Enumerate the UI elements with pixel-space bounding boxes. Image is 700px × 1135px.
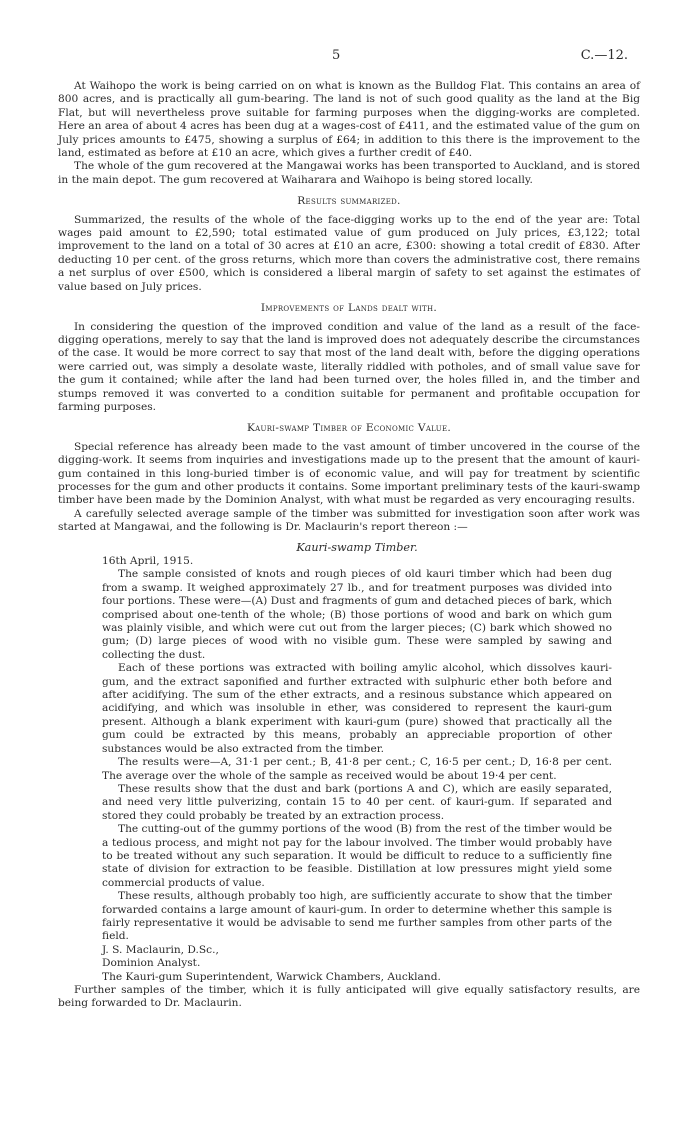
report-title: Kauri-swamp Timber. bbox=[296, 540, 418, 554]
section-heading: Improvements of Lands dealt with. bbox=[260, 302, 438, 315]
report-date: 16th April, 1915. bbox=[102, 555, 194, 567]
report-signature: J. S. Maclaurin, D.Sc., bbox=[102, 943, 219, 956]
report-paragraph: The results were—A, 31·1 per cent.; B, 41·8 per cent.; C, 16·5 per cent.; D, 16·8 per cent. The average over the whole of the sample as received would be about 19·4 per cent. bbox=[102, 756, 612, 782]
closing-paragraph: Further samples of the timber, which it is fully anticipated will give equally satisfactory results, are being forwarded to Dr. Maclaurin. bbox=[58, 984, 640, 1010]
report-paragraph: The cutting-out of the gummy portions of the wood (B) from the rest of the timber would be a tedious process, and might not pay for the labour involved. The timber would probably have to be treated without any such separation. It would be difficult to reduce to a sufficiently fine state of division for extraction to be feasible. Distillation at low pressures might yield some commercial products of value. bbox=[102, 823, 612, 889]
paragraph: In considering the question of the improved condition and value of the land as a result of the face-digging operations, merely to say that the land is improved does not adequately describe the circumstances of the case. It would be more correct to say that most of the land dealt with, before the digging operations were carried out, was simply a desolate waste, literally riddled with potholes, and of small value save for the gum it contained; while after the land had been turned over, the holes filled in, and the timber and stumps removed it was converted to a condition suitable for permanent and profitable occupation for farming purposes. bbox=[58, 320, 640, 413]
document-reference: C.—12. bbox=[580, 48, 628, 63]
page-number: 5 bbox=[332, 48, 341, 63]
document-body bbox=[58, 80, 640, 1011]
paragraph: Special reference has already been made to the vast amount of timber uncovered in the course of the digging-work. It seems from inquiries and investigations made up to the present that the amount of kauri-gum contained in this long-buried timber is of economic value, and will pay for treatment by scientific processes for the gum and other products it contains. Some important preliminary tests of the kauri-swamp timber have been made by the Dominion Analyst, with what must be regarded as very encouraging results. bbox=[58, 440, 640, 507]
report-paragraph: These results, although probably too high, are sufficiently accurate to show that the timber forwarded contains a large amount of kauri-gum. In order to determine whether this sample is fairly representative it would be advisable to send me further samples from other parts of the field. bbox=[102, 890, 612, 943]
report-signature-title: Dominion Analyst. bbox=[102, 957, 201, 970]
report-addressee: The Kauri-gum Superintendent, Warwick Chambers, Auckland. bbox=[102, 970, 441, 983]
section-heading: Results summarized. bbox=[297, 195, 401, 208]
section-heading: Kauri-swamp Timber of Economic Value. bbox=[246, 422, 452, 435]
report-paragraph: These results show that the dust and bark (portions A and C), which are easily separated, and need very little pulverizing, contain 15 to 40 per cent. of kauri-gum. If separated and stored they could probably be treated by an extraction process. bbox=[102, 782, 612, 822]
report-paragraph: The sample consisted of knots and rough pieces of old kauri timber which had been dug from a swamp. It weighed approximately 27 lb., and for treatment purposes was divided into four portions. These were—(A) Dust and fragments of gum and detached pieces of bark, which comprised about one-tenth of the whole; (B) those portions of wood and bark on which gum was plainly visible, and which were cut out from the larger pieces; (C) bark which showed no gum; (D) large pieces of wood with no visible gum. These were sampled by sawing and collecting the dust. bbox=[102, 568, 612, 661]
paragraph: At Waihopo the work is being carried on on what is known as the Bulldog Flat. This contains an area of 800 acres, and is practically all gum-bearing. The land is not of such good quality as the land at the Big Flat, but will nevertheless prove suitable for farming purposes when the digging-works are completed. Here an area of about 4 acres has been dug at a wages-cost of £411, and the estimated value of the gum on July prices amounts to £475, showing a surplus of £64; in addition to this there is the improvement to the land, estimated as before at £10 an acre, which gives a further credit of £40. bbox=[58, 80, 640, 160]
report-paragraph: Each of these portions was extracted with boiling amylic alcohol, which dissolves kauri-gum, and the extract saponified and further extracted with sulphuric ether both before and after acidifying. The sum of the ether extracts, and a resinous substance which appeared on acidifying, and which was insoluble in ether, was considered to represent the kauri-gum present. Although a blank experiment with kauri-gum (pure) showed that practically all the gum could be extracted by this means, probably an appreciable proportion of other substances would be also extracted from the timber. bbox=[102, 662, 612, 755]
analyst-report bbox=[58, 541, 640, 984]
paragraph: The whole of the gum recovered at the Mangawai works has been transported to Auckland, and is stored in the main depot. The gum recovered at Waiharara and Waihopo is being stored locally. bbox=[58, 160, 641, 186]
paragraph: A carefully selected average sample of the timber was submitted for investigation soon after work was started at Mangawai, and the following is Dr. Maclaurin's report thereon :— bbox=[58, 507, 640, 534]
paragraph: Summarized, the results of the whole of the face-digging works up to the end of the year are: Total wages paid amount to £2,590; total estimated value of gum produced on July prices, £3,122; total improvement to the land on a total of 30 acres at £10 an acre, £300: showing a total credit of £830. After deducting 10 per cent. of the gross returns, which more than covers the administrative cost, there remains a net surplus of over £500, which is considered a liberal margin of safety to set against the estimates of value based on July prices. bbox=[58, 213, 640, 293]
